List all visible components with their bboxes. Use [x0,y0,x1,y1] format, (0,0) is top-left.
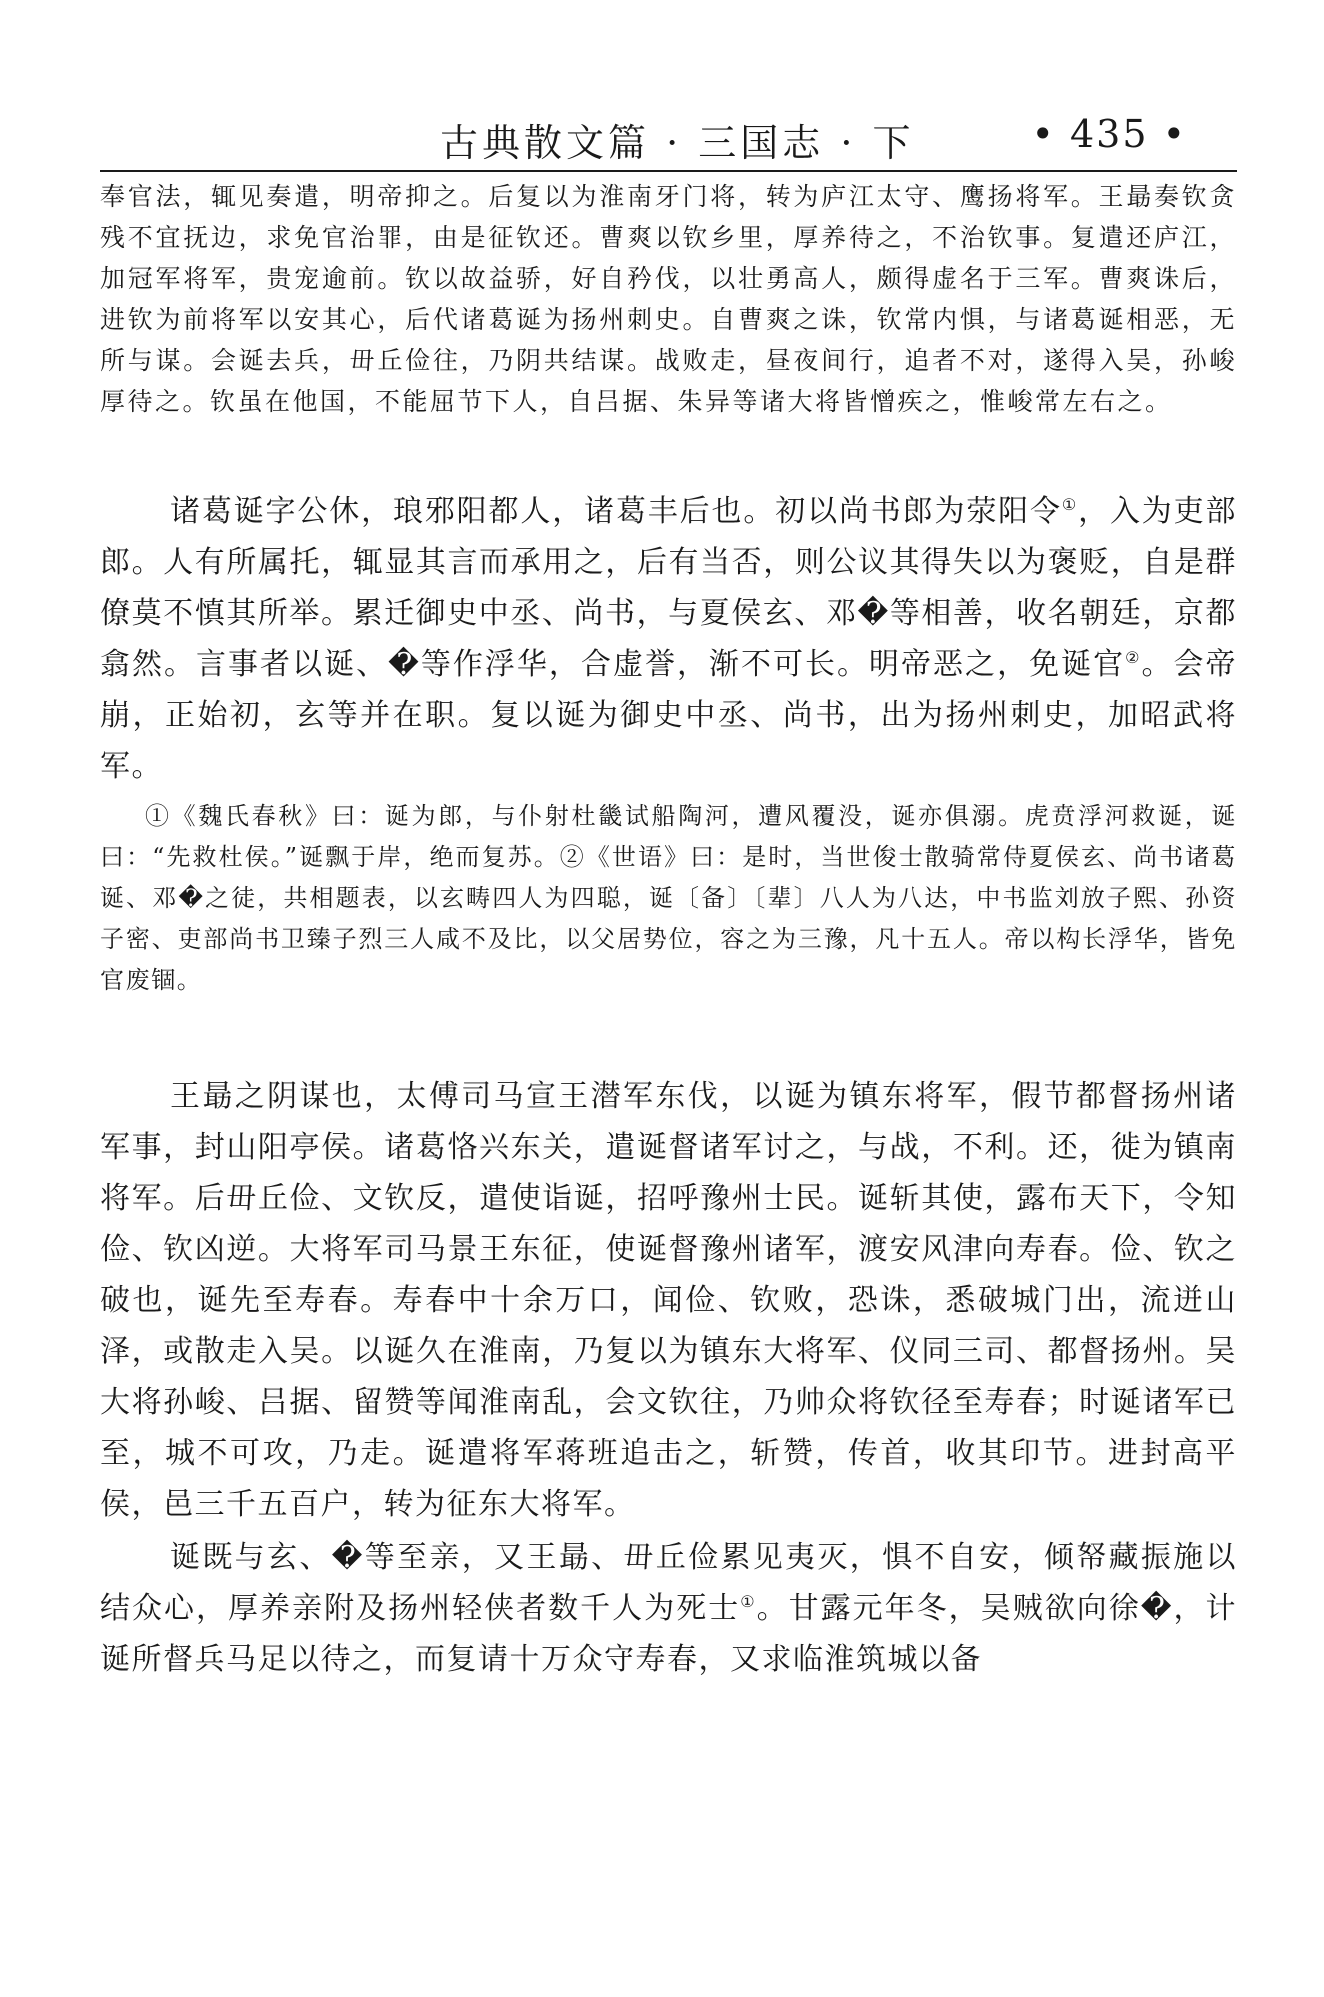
paragraph-2-part-c: 。会帝崩，正始初，玄等并在职。复以诞为御史中丞、尚书，出为扬州刺史，加昭武将军。 [100,647,1238,784]
paragraph-2-part-a: 诸葛诞字公休，琅邪阳都人，诸葛丰后也。初以尚书郎为荥阳令 [170,494,1062,529]
paragraph-2-part-b: ，入为吏部郎。人有所属托，辄显其言而承用之，后有当否，则公议其得失以为褒贬，自是群僚莫不慎其所举。累迁御史中丞、尚书，与夏侯玄、邓�等相善，收名朝廷，京都翕然。言事者以诞、�等作浮华，合虚誉，渐不可长。明帝恶之，免诞官 [100,494,1238,682]
paragraph-4 [100,1532,1237,1685]
paragraph-4-part-a: 诞既与玄、�等至亲，又王朂、毌丘俭累见夷灭，惧不自安，倾帑藏振施以结众心，厚养亲附及扬州轻侠者数千人为死士 [100,1540,1237,1626]
paragraph-4-part-b: 。甘露元年冬，吴贼欲向徐�，计诞所督兵马足以待之，而复请十万众守寿春，又求临淮筑城以备 [100,1591,1238,1677]
footnote-ref: ② [1125,648,1142,667]
paragraph-3: 王朂之阴谋也，太傅司马宣王潜军东伐，以诞为镇东将军，假节都督扬州诸军事，封山阳亭侯。诸葛恪兴东关，遣诞督诸军讨之，与战，不利。还，徙为镇南将军。后毌丘俭、文钦反，遣使诣诞，招呼豫州士民。诞斩其使，露布天下，令知俭、钦凶逆。大将军司马景王东征，使诞督豫州诸军，渡安风津向寿春。俭、钦之破也，诞先至寿春。寿春中十余万口，闻俭、钦败，恐诛，悉破城门出，流迸山泽，或散走入吴。以诞久在淮南，乃复以为镇东大将军、仪同三司、都督扬州。吴大将孙峻、吕据、留赞等闻淮南乱，会文钦往，乃帅众将钦径至寿春；时诞诸军已至，城不可攻，乃走。诞遣将军蒋班追击之，斩赞，传首，收其印节。进封高平侯，邑三千五百户，转为征东大将军。 [100,1079,1237,1522]
paragraph-2 [100,486,1237,792]
page-number: • 435 • [1031,112,1187,156]
footnote-ref: ① [740,1592,757,1611]
paragraph-1: 奉官法，辄见奏遣，明帝抑之。后复以为淮南牙门将，转为庐江太守、鹰扬将军。王朂奏钦贪残不宜抚边，求免官治罪，由是征钦还。曹爽以钦乡里，厚养待之，不治钦事。复遣还庐江，加冠军将军，贵宠逾前。钦以故益骄，好自矜伐，以壮勇高人，颇得虚名于三军。曹爽诛后，进钦为前将军以安其心，后代诸葛诞为扬州刺史。自曹爽之诛，钦常内惧，与诸葛诞相恶，无所与谋。会诞去兵，毌丘俭往，乃阴共结谋。战败走，昼夜间行，追者不对，遂得入吴，孙峻厚待之。钦虽在他国，不能屈节下人，自吕据、朱异等诸大将皆憎疾之，惟峻常左右之。 [100,182,1237,416]
running-header [100,104,1237,166]
footnotes: ①《魏氏春秋》曰：诞为郎，与仆射杜畿试船陶河，遭风覆没，诞亦俱溺。虎贲浮河救诞，诞曰：“先救杜侯。”诞飘于岸，绝而复苏。②《世语》曰：是时，当世俊士散骑常侍夏侯玄、尚书诸葛诞、邓�之徒，共相题表，以玄畴四人为四聪，诞〔备〕〔辈〕八人为八达，中书监刘放子熙、孙资子密、吏部尚书卫臻子烈三人咸不及比，以父居势位，容之为三豫，凡十五人。帝以构长浮华，皆免官废锢。 [100,802,1237,994]
header-rule [100,170,1237,172]
header-title: 古典散文篇 · 三国志 · 下 [440,121,915,165]
footnote-ref: ① [1061,495,1079,514]
